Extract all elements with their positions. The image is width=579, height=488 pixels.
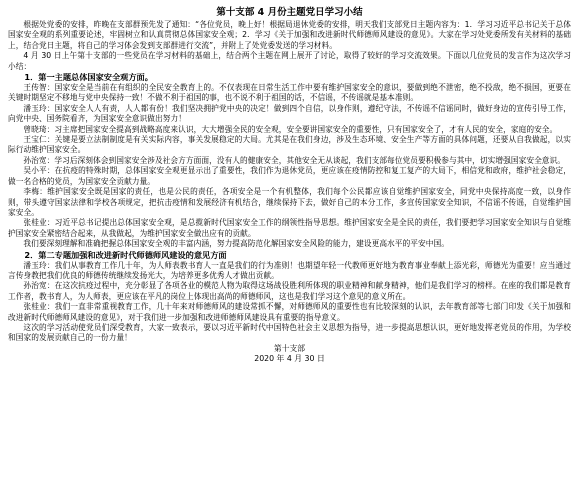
section-1-paragraph: 潘玉玲：国家安全人人有责，人人都有份！我们坚决拥护党中央的决定！做到四个自信，以身作则，遵纪守法，不传谣不信谣同时，做好身边的宣传引导工作，向党中央、国务院看齐，为国家安全意识做出努力！: [8, 103, 571, 124]
section-2-paragraph: 张桂业：我们一直非常重视教育工作，几十年来对师德师风的建设常抓不懈，对师德师风的重要性也有比较深刻的认识，去年教育部等七部门印发《关于加强和改进新时代师德师风建设的意见》，对于我们进一步加强和改进师德师风建设具有重要的指导意义。: [8, 302, 571, 322]
section-1-paragraph: 孙治宽：学习后深刻体会到国家安全涉及社会方方面面，没有人的健康安全，其他安全无从谈起，我们支部每位党员要积极参与其中，切实增强国家安全意识。: [23, 155, 566, 165]
intro-paragraph: 根据处党委的安排，昨晚在支部群预先发了通知：“各位党员，晚上好！根据局退休党委的安排，明天我们支部党日主题内容为：1．学习习近平总书记关于总体国家安全观的系列重要论述，牢固树立和认真贯彻总体国家安全观；2．学习《关于加强和改进新时代师德师风建设的意见》。大家在学习处党委所发有关材料的基础上，结合党日主题，将自己的学习体会发到支部群进行交流”，并附上了处党委发送的学习材料。: [8, 20, 571, 50]
section-1-paragraph: 吴小平：在抗疫的特殊时期，总体国家安全观更显示出了重要性，我们作为退休党员，更应该在疫情防控和复工复产的大局下，相信党和政府，维护社会稳定，做一名合格的党员，为国家安全贡献力量。: [8, 166, 571, 186]
section-2-paragraph: 这次的学习活动使党员们深受教育，大家一致表示，要以习近平新时代中国特色社会主义思想为指导，进一步提高思想认识，更好地发挥老党员的作用，为学校和国家的发展贡献自己的一份力量！: [8, 322, 571, 343]
signature-branch: 第十支部: [273, 343, 306, 353]
section-1-paragraph: 我们要深刻理解和准确把握总体国家安全观的丰富内涵，努力提高防范化解国家安全风险的能力，建设更高水平的平安中国。: [23, 239, 449, 249]
section-1-paragraph: 王传智：国家安全是当前在有组织的全民安全教育上的。不仅表现在日常生活工作中要有维护国家安全的意识，要做到绝不泄密，绝不投敌，绝不损国，更要在关键时期坚定不移地与党中央保持一致！不做不利于祖国的事，也不说不利于祖国的话，不信谣，不传谣就是基本准则。: [8, 83, 571, 103]
document-title: 第十支部 4 月份主题党日学习小结: [216, 7, 363, 18]
section-2-heading: 2．第二专题加强和改进新时代师德师风建设的意见方面: [24, 249, 227, 260]
section-1-paragraph: 王宝仁：关键是要立法制制度是有关实际内容，事关发展稳定的大局。尤其是在我们身边，涉及生态环境、安全生产等方面的具体问题，还要从自我做起，以实际行动维护国家安全。: [8, 135, 571, 155]
section-1-heading: 1．第一主题总体国家安全观方面。: [24, 72, 153, 83]
intro-paragraph: 4 月 30 日上午第十支部的一些党员在学习材料的基础上，结合两个主题在网上展开了讨论，取得了较好的学习交流效果。下面以几位党员的发言作为这次学习小结：: [8, 51, 571, 71]
section-2-paragraph: 潘玉玲：我们从事教育工作几十年，为人师表教书育人一直是我们的行为准则！也期望年轻一代教师更好地为教育事业奉献上添光彩，师德光为重要！应当通过言传身教把我们优良的师德传统继续发扬光大，为培养更多优秀人才做出贡献。: [8, 260, 571, 280]
section-1-paragraph: 曾晓琦：习主席把国家安全提高到战略高度来认识，大大增强全民的安全观，安全要讲国家安全的重要性，只有国家安全了，才有人民的安全，家庭的安全。: [23, 124, 558, 134]
signature-date: 2020 年 4 月 30 日: [254, 354, 325, 364]
section-1-paragraph: 李梅：维护国家安全既是国家的责任，也是公民的责任，各项安全是一个有机整体，我们每个公民都应该自觉维护国家安全，同党中央保持高度一致，以身作则，带头遵守国家法律和学校各项规定，把抗击疫情和发展经济有机结合，继续保持下去，做好自己的本分工作，多宣传国家安全知识，不信谣不传谣，自觉维护国家安全。: [8, 187, 571, 217]
section-2-paragraph: 孙治宽：在这次抗疫过程中，充分彰显了各项各业的模范人物为取得这场战役胜利所体现的职业精神和献身精神，他们是我们学习的榜样。在座的我们都是教育工作者，教书育人，为人师表，更应该在平凡的岗位上体现出高尚的师德师风，这也是我们学习这个意见的意义所在。: [8, 281, 571, 301]
section-1-paragraph: 张桂业：习近平总书记提出总体国家安全观，是总揽新时代国家安全工作的纲领性指导思想。维护国家安全是全民的责任，我们要把学习国家安全知识与自觉维护国家安全紧密结合起来，从我做起，为维护国家安全做出应有的贡献。: [8, 218, 571, 238]
